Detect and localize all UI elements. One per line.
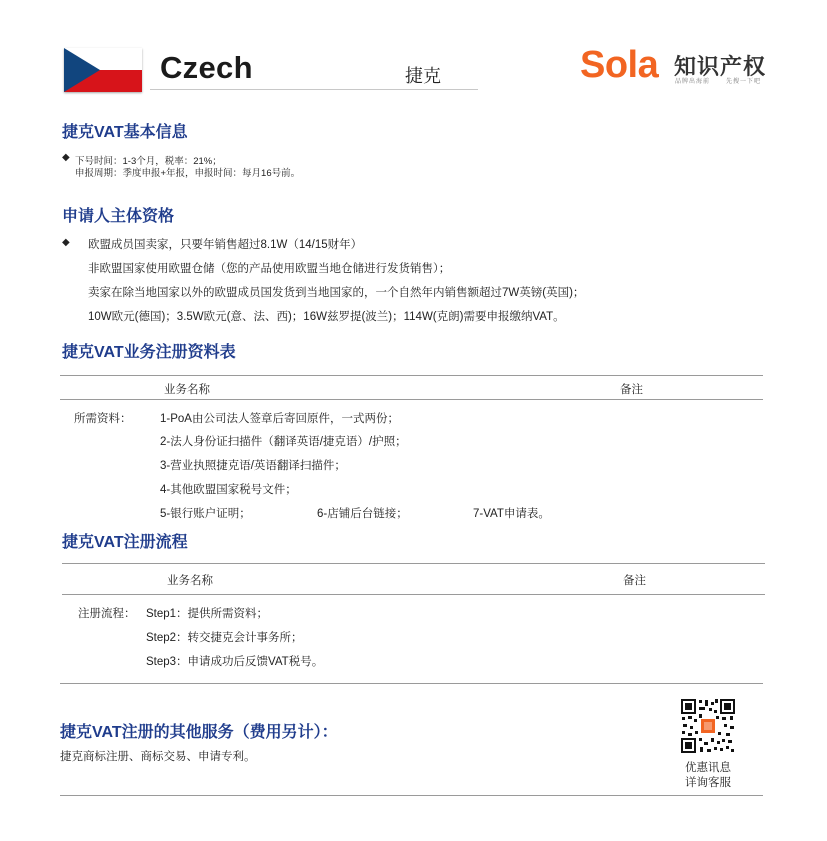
material-item: 6-店铺后台链接；: [317, 508, 408, 520]
row-label: 注册流程：: [78, 608, 136, 620]
column-header-name: 业务名称: [164, 384, 210, 396]
material-item: 5-银行账户证明；: [160, 508, 251, 520]
eligibility-line-4: 10W欧元(德国)；3.5W欧元(意、法、西)；16W兹罗提(波兰)；114W(克朗)需要申报缴纳VAT。: [88, 311, 565, 323]
other-services-text: 捷克商标注册、商标交易、申请专利。: [60, 751, 256, 763]
material-item: 1-PoA由公司法人签章后寄回原件，一式两份；: [160, 413, 399, 425]
materials-title: 捷克VAT业务注册资料表: [62, 344, 236, 361]
footer-rule: [60, 795, 763, 796]
row-label: 所需资料：: [74, 413, 132, 425]
table-header-rule: [60, 399, 763, 400]
material-item: 7-VAT申请表。: [473, 508, 550, 520]
logo-subtitle: 知识产权: [674, 54, 767, 79]
process-step: Step2：转交捷克会计事务所；: [146, 632, 303, 644]
column-header-note: 备注: [623, 575, 646, 587]
material-item: 4-其他欧盟国家税号文件；: [160, 484, 297, 496]
logo-tagline-1: 品牌出海前: [675, 79, 711, 85]
country-name-cn: 捷克: [405, 66, 441, 86]
qr-caption-2: 详询客服: [685, 777, 731, 789]
basic-info-line-1: 下号时间：1-3个月，税率：21%；: [75, 156, 222, 167]
column-header-note: 备注: [620, 384, 643, 396]
sola-logo: Sola: [580, 44, 659, 86]
country-name-en: Czech: [160, 50, 253, 85]
bullet-diamond-icon: ◆: [62, 237, 70, 248]
eligibility-title: 申请人主体资格: [62, 208, 175, 225]
other-services-title: 捷克VAT注册的其他服务（费用另计）：: [60, 724, 338, 741]
eligibility-line-2: 非欧盟国家使用欧盟仓储（您的产品使用欧盟当地仓储进行发货销售）；: [88, 263, 451, 275]
bullet-diamond-icon: ◆: [62, 152, 70, 163]
material-item: 2-法人身份证扫描件（翻译英语/捷克语）/护照；: [160, 436, 407, 448]
table-top-rule: [62, 563, 765, 564]
process-step: Step1：提供所需资料；: [146, 608, 269, 620]
czech-flag: [64, 48, 142, 92]
column-header-name: 业务名称: [167, 575, 213, 587]
process-title: 捷克VAT注册流程: [62, 534, 188, 551]
header-divider: [150, 89, 478, 90]
basic-info-line-2: 申报周期：季度申报+年报，申报时间：每月16号前。: [75, 168, 301, 179]
qr-code: [680, 698, 736, 754]
process-step: Step3：申请成功后反馈VAT税号。: [146, 656, 324, 668]
table-top-rule: [60, 375, 763, 376]
eligibility-line-3: 卖家在除当地国家以外的欧盟成员国发货到当地国家的，一个自然年内销售额超过7W英镑(英国)；: [88, 287, 585, 299]
basic-info-title: 捷克VAT基本信息: [62, 124, 188, 141]
logo-tagline-2: 先搜一下吧: [726, 79, 762, 85]
table-bottom-rule: [60, 683, 763, 684]
qr-caption-1: 优惠讯息: [685, 762, 731, 774]
eligibility-line-1: 欧盟成员国卖家，只要年销售超过8.1W（14/15财年）: [88, 239, 363, 251]
table-header-rule: [62, 594, 765, 595]
material-item: 3-营业执照捷克语/英语翻译扫描件；: [160, 460, 346, 472]
